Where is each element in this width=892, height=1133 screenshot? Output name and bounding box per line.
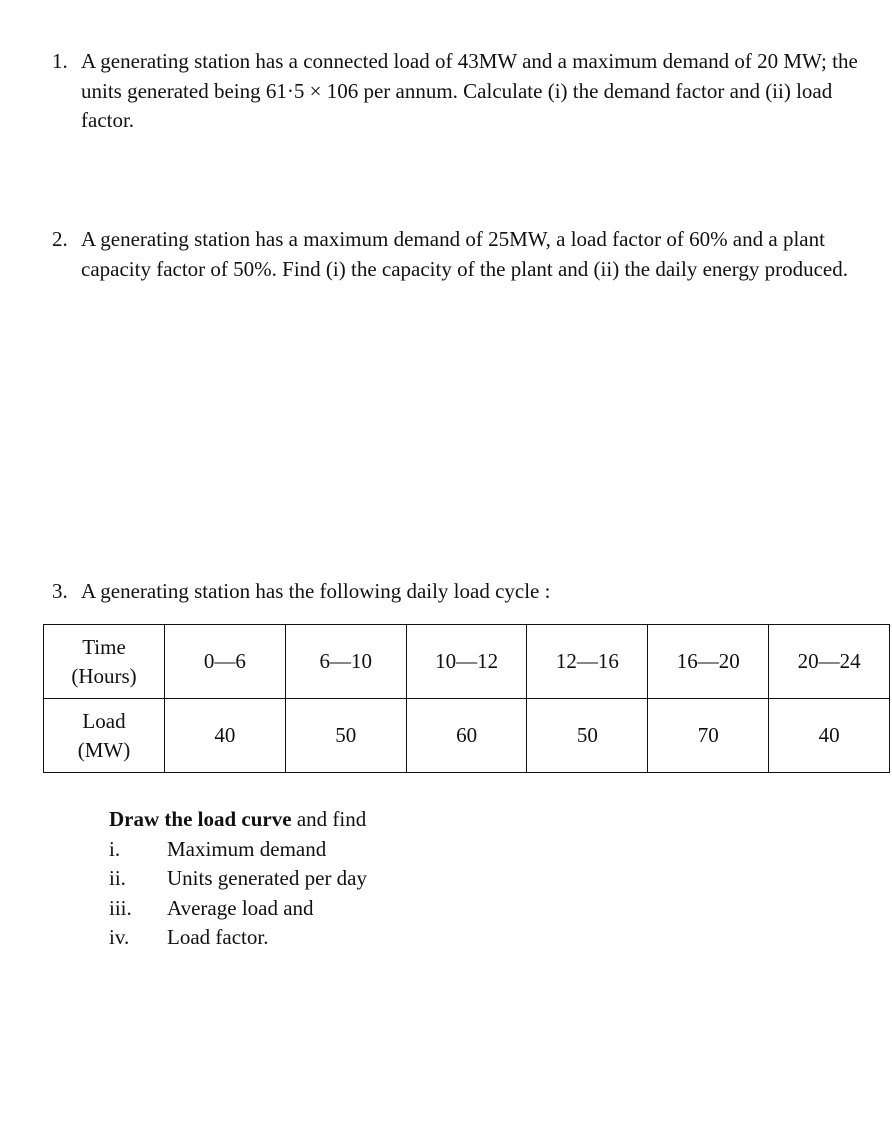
question-3 bbox=[52, 577, 882, 607]
load-cell: 40 bbox=[769, 699, 890, 773]
task-item-text: Load factor. bbox=[167, 925, 269, 949]
task-item-marker: iv. bbox=[109, 925, 130, 949]
task-item-marker: ii. bbox=[109, 866, 126, 890]
task-item-marker: iii. bbox=[109, 895, 132, 920]
time-cell: 10—12 bbox=[406, 625, 527, 699]
task-item bbox=[109, 923, 367, 953]
time-header-cell bbox=[44, 625, 165, 699]
time-header-unit: (Hours) bbox=[71, 663, 137, 688]
time-cell: 16—20 bbox=[648, 625, 769, 699]
load-header-label: Load bbox=[82, 708, 126, 733]
task-item-text: Average load and bbox=[167, 895, 314, 920]
task-instructions bbox=[109, 805, 367, 953]
question-number: 1. bbox=[52, 49, 68, 73]
task-item-text: Maximum demand bbox=[167, 836, 327, 861]
task-list bbox=[109, 835, 367, 953]
load-row bbox=[44, 699, 890, 773]
task-lead bbox=[109, 805, 367, 835]
task-item bbox=[109, 894, 367, 924]
question-text: A generating station has a maximum demand of 25MW, a load factor of 60% and a plant capacity factor of 50%. Find (i) the capacity of the plant and (ii) the daily energy produced. bbox=[81, 227, 848, 281]
question-1 bbox=[52, 47, 882, 136]
daily-load-table bbox=[43, 624, 890, 773]
time-cell: 0—6 bbox=[165, 625, 286, 699]
task-item bbox=[109, 835, 367, 865]
load-cell: 60 bbox=[406, 699, 527, 773]
load-cell: 70 bbox=[648, 699, 769, 773]
load-cell: 40 bbox=[165, 699, 286, 773]
load-header-cell bbox=[44, 699, 165, 773]
time-cell: 6—10 bbox=[285, 625, 406, 699]
question-number: 3. bbox=[52, 579, 68, 603]
task-lead-rest: and find bbox=[291, 807, 367, 831]
task-item bbox=[109, 864, 367, 894]
task-item-text: Units generated per day bbox=[167, 866, 368, 890]
question-number: 2. bbox=[52, 227, 68, 251]
time-cell: 12—16 bbox=[527, 625, 648, 699]
load-cell: 50 bbox=[285, 699, 406, 773]
time-cell: 20—24 bbox=[769, 625, 890, 699]
time-row bbox=[44, 625, 890, 699]
load-cell: 50 bbox=[527, 699, 648, 773]
time-header-label: Time bbox=[82, 634, 126, 659]
question-text: A generating station has the following daily load cycle : bbox=[81, 579, 551, 603]
load-header-unit: (MW) bbox=[77, 737, 131, 762]
task-item-marker: i. bbox=[109, 836, 121, 861]
question-text: A generating station has a connected load of 43MW and a maximum demand of 20 MW; the units generated being 61·5 × 106 per annum. Calculate (i) the demand factor and (ii) load factor. bbox=[81, 49, 858, 132]
question-2 bbox=[52, 225, 882, 284]
task-lead-bold: Draw the load curve bbox=[109, 807, 292, 831]
